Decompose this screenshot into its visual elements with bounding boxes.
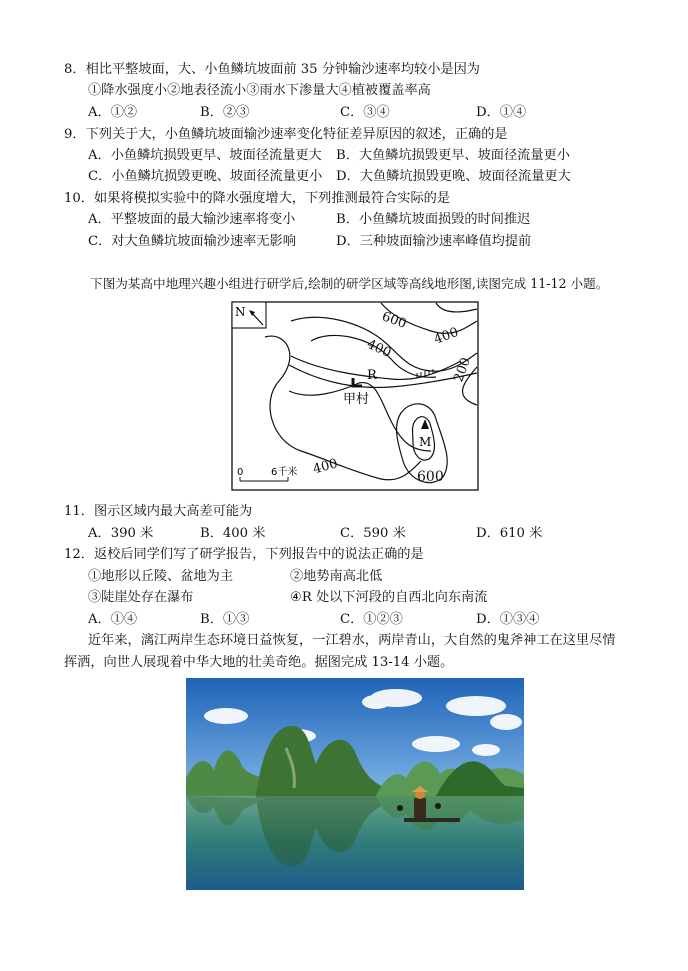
- label-400-right: 400: [432, 325, 461, 348]
- q8-option-c[interactable]: C．③④: [340, 105, 390, 120]
- li-river-photo: [186, 678, 524, 890]
- q9-option-d[interactable]: D．大鱼鳞坑损毁更晚、坡面径流量更大: [336, 169, 571, 184]
- label-400-bottom: 400: [311, 456, 340, 478]
- q10-option-b[interactable]: B．小鱼鳞坑坡面损毁的时间推迟: [336, 212, 531, 227]
- q9-option-b[interactable]: B．大鱼鳞坑损毁更早、坡面径流量更小: [336, 148, 570, 163]
- q9-stem: 9．下列关于大，小鱼鳞坑坡面输沙速率变化特征差异原因的叙述，正确的是: [64, 127, 508, 142]
- label-200: 200: [451, 355, 474, 385]
- q8-option-d[interactable]: D．①④: [476, 105, 527, 120]
- q11-option-a[interactable]: A．390 米: [88, 526, 154, 541]
- q10-option-a[interactable]: A．平整坡面的最大输沙速率将变小: [88, 212, 296, 227]
- q12-statement-3: ③陡崖处存在瀑布: [88, 590, 194, 605]
- q8-option-a[interactable]: A．①②: [88, 105, 138, 120]
- q12-statement-2: ②地势南高北低: [290, 569, 383, 584]
- peak-label: M: [419, 435, 432, 449]
- river-label: R: [367, 368, 377, 383]
- q11-option-d[interactable]: D．610 米: [476, 526, 543, 541]
- q12-statement-4: ④R 处以下河段的自西北向东南流: [290, 590, 488, 605]
- q11-stem: 11．图示区域内最大高差可能为: [64, 504, 253, 519]
- q12-option-d[interactable]: D．①③④: [476, 612, 540, 627]
- scale-end: 6千米: [271, 467, 298, 478]
- q12-statement-1: ①地形以丘陵、盆地为主: [88, 569, 234, 584]
- q10-option-c[interactable]: C．对大鱼鳞坑坡面输沙速率无影响: [88, 234, 296, 249]
- q8-stem: 8．相比平整坡面，大、小鱼鳞坑坡面前 35 分钟输沙速率均较小是因为: [64, 62, 480, 77]
- q8-option-b[interactable]: B．②③: [200, 105, 250, 120]
- intro-11-12: 下图为某高中地理兴趣小组进行研学后,绘制的研学区域等高线地形图,读图完成 11-12 小题。: [90, 276, 609, 291]
- label-400-top: 400: [364, 336, 394, 361]
- intro-13-14-line2: 挥洒，向世人展现着中华大地的壮美奇绝。据图完成 13-14 小题。: [64, 655, 454, 670]
- contour-map: [231, 301, 479, 491]
- intro-13-14-line1: 近年来，漓江两岸生态环境日益恢复，一江碧水，两岸青山，大自然的鬼斧神工在这里尽情: [88, 633, 616, 648]
- label-600-top: 600: [379, 309, 409, 332]
- label-600-peak: 600: [417, 469, 444, 485]
- q12-option-c[interactable]: C．①②③: [340, 612, 403, 627]
- q8-statements: ①降水强度小②地表径流小③雨水下渗量大④植被覆盖率高: [88, 83, 431, 98]
- q11-option-b[interactable]: B．400 米: [200, 526, 266, 541]
- q10-option-d[interactable]: D．三种坡面输沙速率峰值均提前: [336, 234, 532, 249]
- scale-zero: 0: [237, 467, 244, 478]
- q9-option-c[interactable]: C．小鱼鳞坑损毁更晚、坡面径流量更小: [88, 169, 323, 184]
- q9-option-a[interactable]: A．小鱼鳞坑损毁更早、坡面径流量更大: [88, 148, 322, 163]
- north-label: N: [235, 305, 246, 319]
- q12-option-b[interactable]: B．①③: [200, 612, 250, 627]
- village-label: 甲村: [343, 392, 370, 407]
- q12-stem: 12．返校后同学们写了研学报告，下列报告中的说法正确的是: [64, 547, 424, 562]
- q10-stem: 10．如果将模拟实验中的降水强度增大，下列推测最符合实际的是: [64, 191, 451, 206]
- q12-option-a[interactable]: A．①④: [88, 612, 138, 627]
- q11-option-c[interactable]: C．590 米: [340, 526, 406, 541]
